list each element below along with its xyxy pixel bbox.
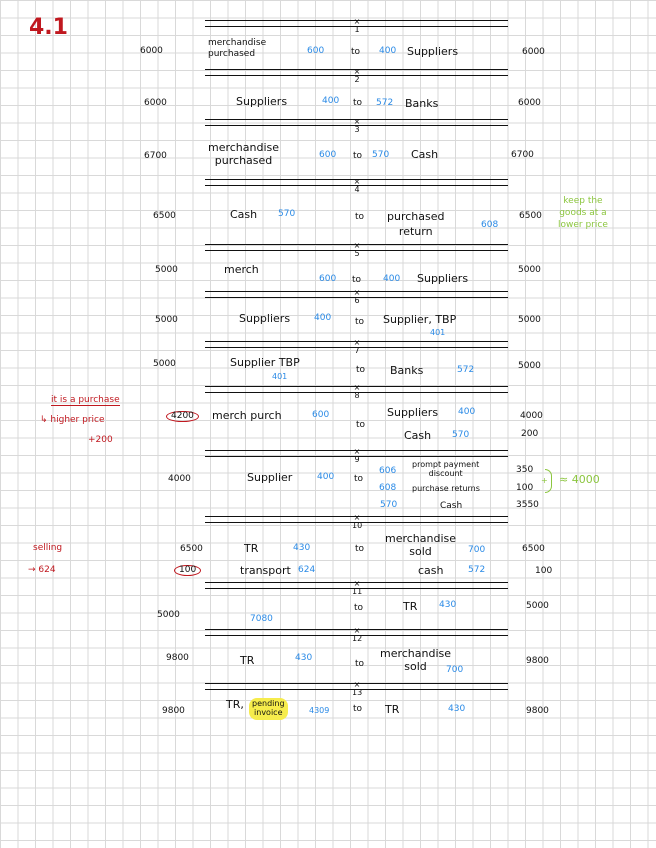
credit-amount: 350 xyxy=(516,465,534,475)
to-label: to xyxy=(356,365,366,375)
debit-account: Suppliers xyxy=(236,95,288,108)
debit-amount-circled: 4200 xyxy=(166,411,199,422)
credit-account: purchase returns xyxy=(412,484,480,493)
credit-account: purchased return xyxy=(387,210,445,239)
credit-amount: 100 xyxy=(535,566,553,576)
debit-code: 400 xyxy=(314,313,332,323)
credit-account: Cash xyxy=(440,501,463,511)
entry-number-marker: × 3 xyxy=(353,117,361,134)
credit-amount: 100 xyxy=(516,483,534,493)
to-label: to xyxy=(355,544,365,554)
credit-code: 430 xyxy=(439,600,457,610)
credit-code: 606 xyxy=(379,466,397,476)
debit-amount: 5000 xyxy=(155,265,178,275)
debit-code: 400 xyxy=(322,96,340,106)
side-note: ≈ 4000 xyxy=(559,473,600,486)
to-label: to xyxy=(356,420,366,430)
debit-amount: 6500 xyxy=(153,211,176,221)
credit-amount: 5000 xyxy=(518,361,541,371)
debit-code: 401 xyxy=(272,372,288,381)
to-label: to xyxy=(353,98,363,108)
credit-code: 608 xyxy=(379,483,397,493)
to-label: to xyxy=(353,704,363,714)
debit-amount-circled: 100 xyxy=(174,565,201,576)
credit-code: 572 xyxy=(376,98,394,108)
to-label: to xyxy=(352,275,362,285)
note-line: ↳ higher price xyxy=(40,415,105,425)
credit-account: TR xyxy=(385,703,400,716)
debit-amount: 5000 xyxy=(157,610,180,620)
debit-account: TR, xyxy=(226,698,244,711)
credit-code: 570 xyxy=(372,150,390,160)
credit-amount: 200 xyxy=(521,429,539,439)
entry-number-marker: × 11 xyxy=(352,579,363,596)
credit-amount: 6500 xyxy=(522,544,545,554)
credit-amount: 6700 xyxy=(511,150,534,160)
debit-code: 570 xyxy=(278,209,296,219)
to-label: to xyxy=(354,474,364,484)
note-line: it is a purchase xyxy=(51,395,120,405)
credit-account: Supplier, TBP xyxy=(383,313,457,326)
to-label: to xyxy=(351,47,361,57)
plus-sign: + xyxy=(541,476,548,485)
credit-account: merchandise sold xyxy=(380,647,452,674)
credit-account: TR xyxy=(403,600,418,613)
debit-account: TR xyxy=(240,654,255,667)
credit-amount: 5000 xyxy=(526,601,549,611)
debit-code: 430 xyxy=(295,653,313,663)
credit-amount: 9800 xyxy=(526,656,549,666)
debit-code: 624 xyxy=(298,565,316,575)
debit-amount: 5000 xyxy=(153,359,176,369)
credit-code: 430 xyxy=(448,704,466,714)
credit-amount: 3550 xyxy=(516,500,539,510)
debit-code: 7080 xyxy=(250,614,273,624)
debit-code: 400 xyxy=(317,472,335,482)
debit-code: 4309 xyxy=(309,706,330,715)
debit-amount: 6700 xyxy=(144,151,167,161)
debit-amount: 4000 xyxy=(168,474,191,484)
debit-account: TR xyxy=(244,542,259,555)
entry-number-marker: × 9 xyxy=(353,447,361,464)
entry-number-marker: × 6 xyxy=(353,288,361,305)
credit-code: 400 xyxy=(383,274,401,284)
side-note: keep the goods at a lower price xyxy=(558,196,608,231)
to-label: to xyxy=(354,603,364,613)
note-line: selling xyxy=(33,543,63,553)
debit-account: merch xyxy=(224,263,259,276)
credit-code: 700 xyxy=(468,545,486,555)
credit-amount: 6000 xyxy=(522,47,545,57)
to-label: to xyxy=(355,317,365,327)
credit-code: 572 xyxy=(468,565,486,575)
entry-number-marker: × 13 xyxy=(352,680,363,697)
note-line: +200 xyxy=(88,435,113,445)
to-label: to xyxy=(353,151,363,161)
entry-number-marker: × 2 xyxy=(353,67,361,84)
credit-amount: 6500 xyxy=(519,211,542,221)
entry-number-marker: × 5 xyxy=(353,241,361,258)
credit-code: 570 xyxy=(380,500,398,510)
debit-amount: 9800 xyxy=(162,706,185,716)
debit-code: 600 xyxy=(312,410,330,420)
entry-number-marker: × 4 xyxy=(353,177,361,194)
debit-account: Suppliers xyxy=(239,312,291,325)
credit-code: 570 xyxy=(452,430,470,440)
debit-amount: 6000 xyxy=(140,46,163,56)
debit-account: Cash xyxy=(230,208,258,221)
debit-account: merchandise purchased xyxy=(208,38,267,60)
credit-amount: 5000 xyxy=(518,265,541,275)
credit-account: Cash xyxy=(404,429,432,442)
entry-number-marker: × 7 xyxy=(353,338,361,355)
entry-number-marker: × 1 xyxy=(353,17,361,34)
credit-code: 572 xyxy=(457,365,475,375)
credit-account: Suppliers xyxy=(387,406,439,419)
to-label: to xyxy=(355,659,365,669)
debit-code: 600 xyxy=(307,46,325,56)
debit-account: Supplier xyxy=(247,471,293,484)
credit-account: merchandise sold xyxy=(385,532,457,559)
to-label: to xyxy=(355,212,365,222)
debit-account: Supplier TBP xyxy=(230,356,300,369)
credit-account: Suppliers xyxy=(417,272,469,285)
debit-amount: 6500 xyxy=(180,544,203,554)
debit-code: 600 xyxy=(319,274,337,284)
debit-amount: 5000 xyxy=(155,315,178,325)
debit-account: transport xyxy=(240,564,291,577)
entry-number-marker: × 8 xyxy=(353,383,361,400)
credit-code: 400 xyxy=(458,407,476,417)
debit-amount: 9800 xyxy=(166,653,189,663)
highlighted-note: pending invoice xyxy=(249,698,288,720)
credit-account: Banks xyxy=(405,97,439,110)
credit-code: 700 xyxy=(446,665,464,675)
credit-account: Banks xyxy=(390,364,424,377)
credit-code: 401 xyxy=(430,328,446,337)
credit-amount: 6000 xyxy=(518,98,541,108)
debit-code: 600 xyxy=(319,150,337,160)
credit-amount: 5000 xyxy=(518,315,541,325)
entry-number-marker: × 12 xyxy=(352,626,363,643)
debit-account: merchandise purchased xyxy=(208,141,280,168)
debit-code: 430 xyxy=(293,543,311,553)
credit-code: 608 xyxy=(481,220,499,230)
credit-amount: 9800 xyxy=(526,706,549,716)
entry-number-marker: × 10 xyxy=(352,513,363,530)
credit-account: Cash xyxy=(411,148,439,161)
credit-code: 400 xyxy=(379,46,397,56)
exercise-title: 4.1 xyxy=(29,15,68,40)
credit-account: cash xyxy=(418,564,444,577)
credit-account: Suppliers xyxy=(407,45,459,58)
credit-amount: 4000 xyxy=(520,411,543,421)
debit-account: merch purch xyxy=(212,409,282,422)
debit-amount: 6000 xyxy=(144,98,167,108)
note-line: → 624 xyxy=(28,565,56,575)
credit-account: prompt payment discount xyxy=(412,460,480,478)
